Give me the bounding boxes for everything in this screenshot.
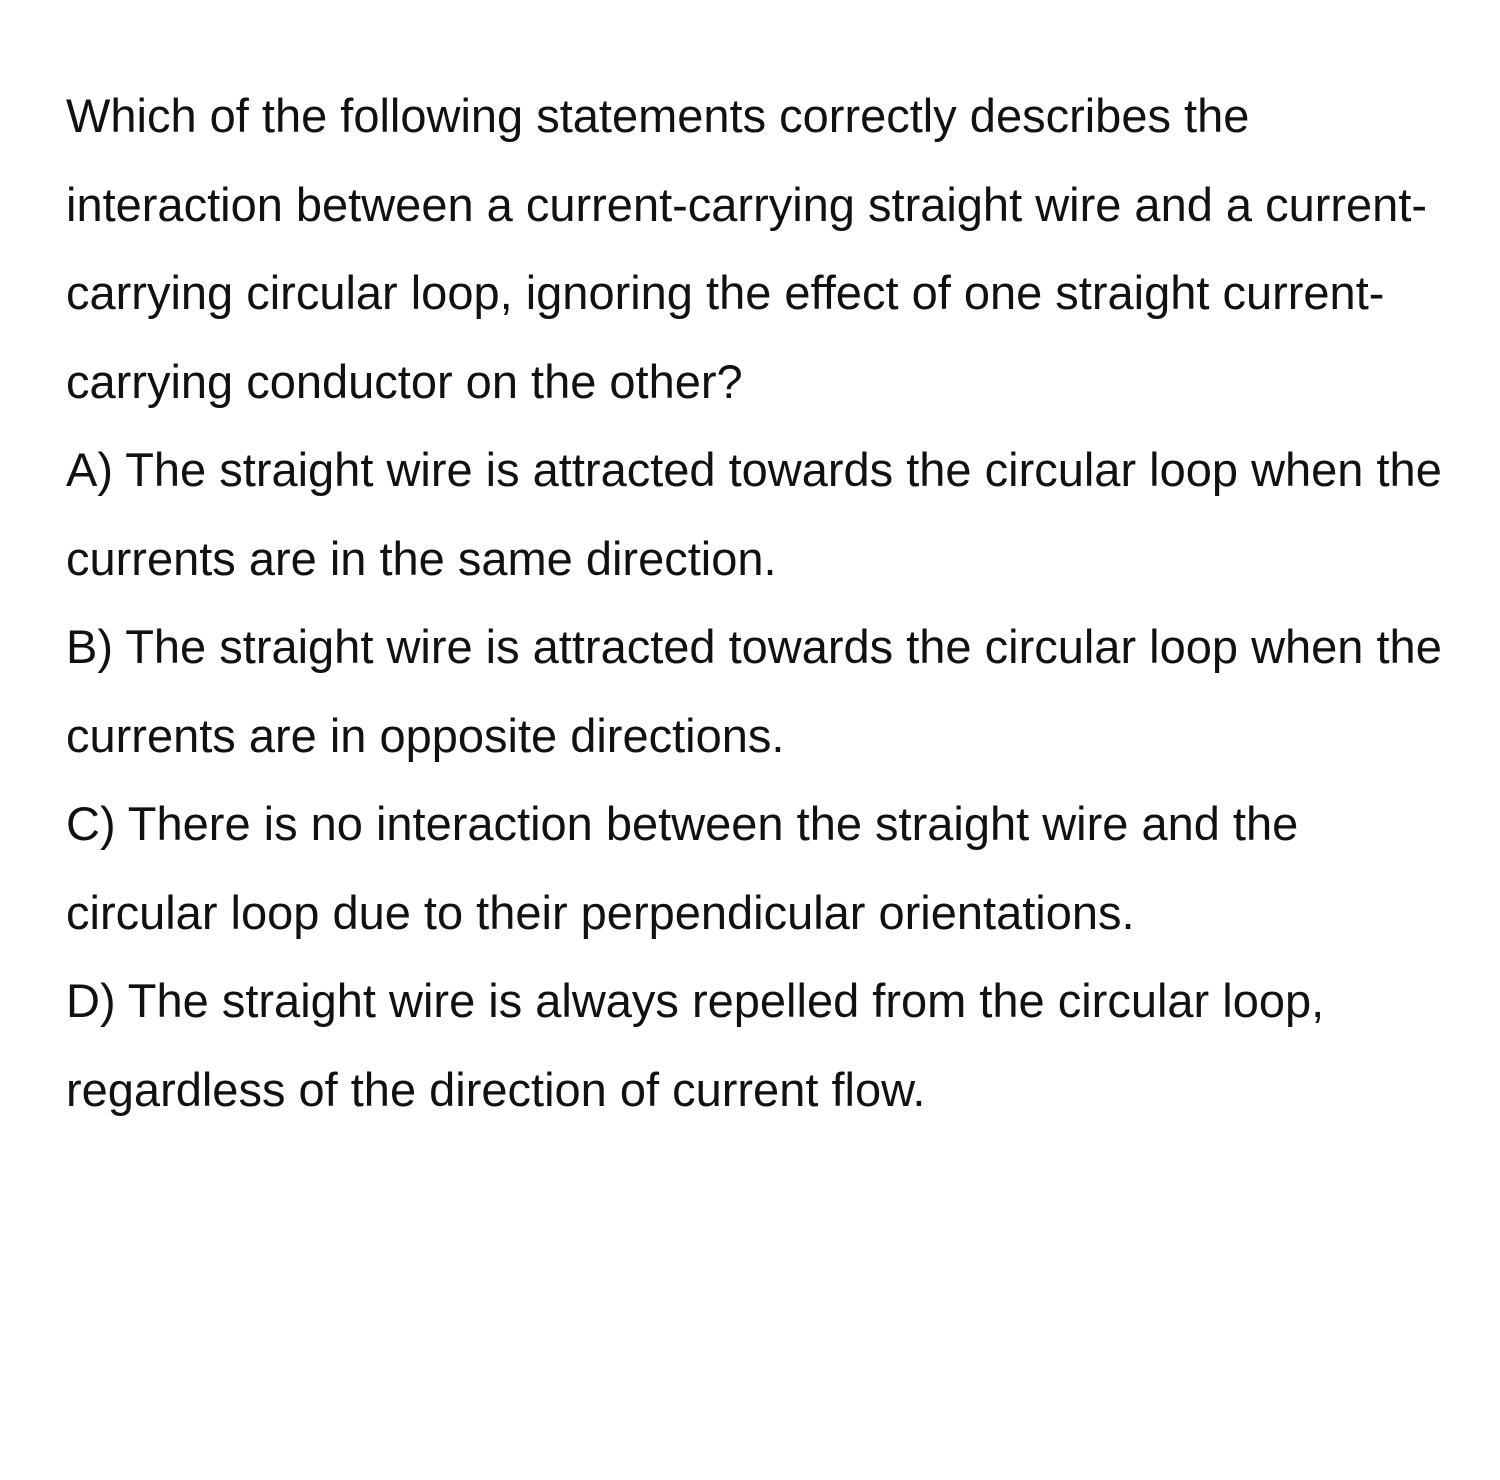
- question-document: [66, 72, 1446, 1134]
- option-d: D) The straight wire is always repelled from the circular loop, regardless of the direction of current flow.: [66, 974, 1325, 1116]
- option-c: C) There is no interaction between the straight wire and the circular loop due to their perpendicular orientations.: [66, 797, 1299, 939]
- option-b: B) The straight wire is attracted towards the circular loop when the currents are in opposite directions.: [66, 620, 1442, 762]
- option-a: A) The straight wire is attracted towards the circular loop when the currents are in the same direction.: [66, 443, 1442, 585]
- question-stem: Which of the following statements correctly describes the interaction between a current-carrying straight wire and a current-carrying circular loop, ignoring the effect of one straight current-carrying conductor on the other?: [66, 89, 1428, 408]
